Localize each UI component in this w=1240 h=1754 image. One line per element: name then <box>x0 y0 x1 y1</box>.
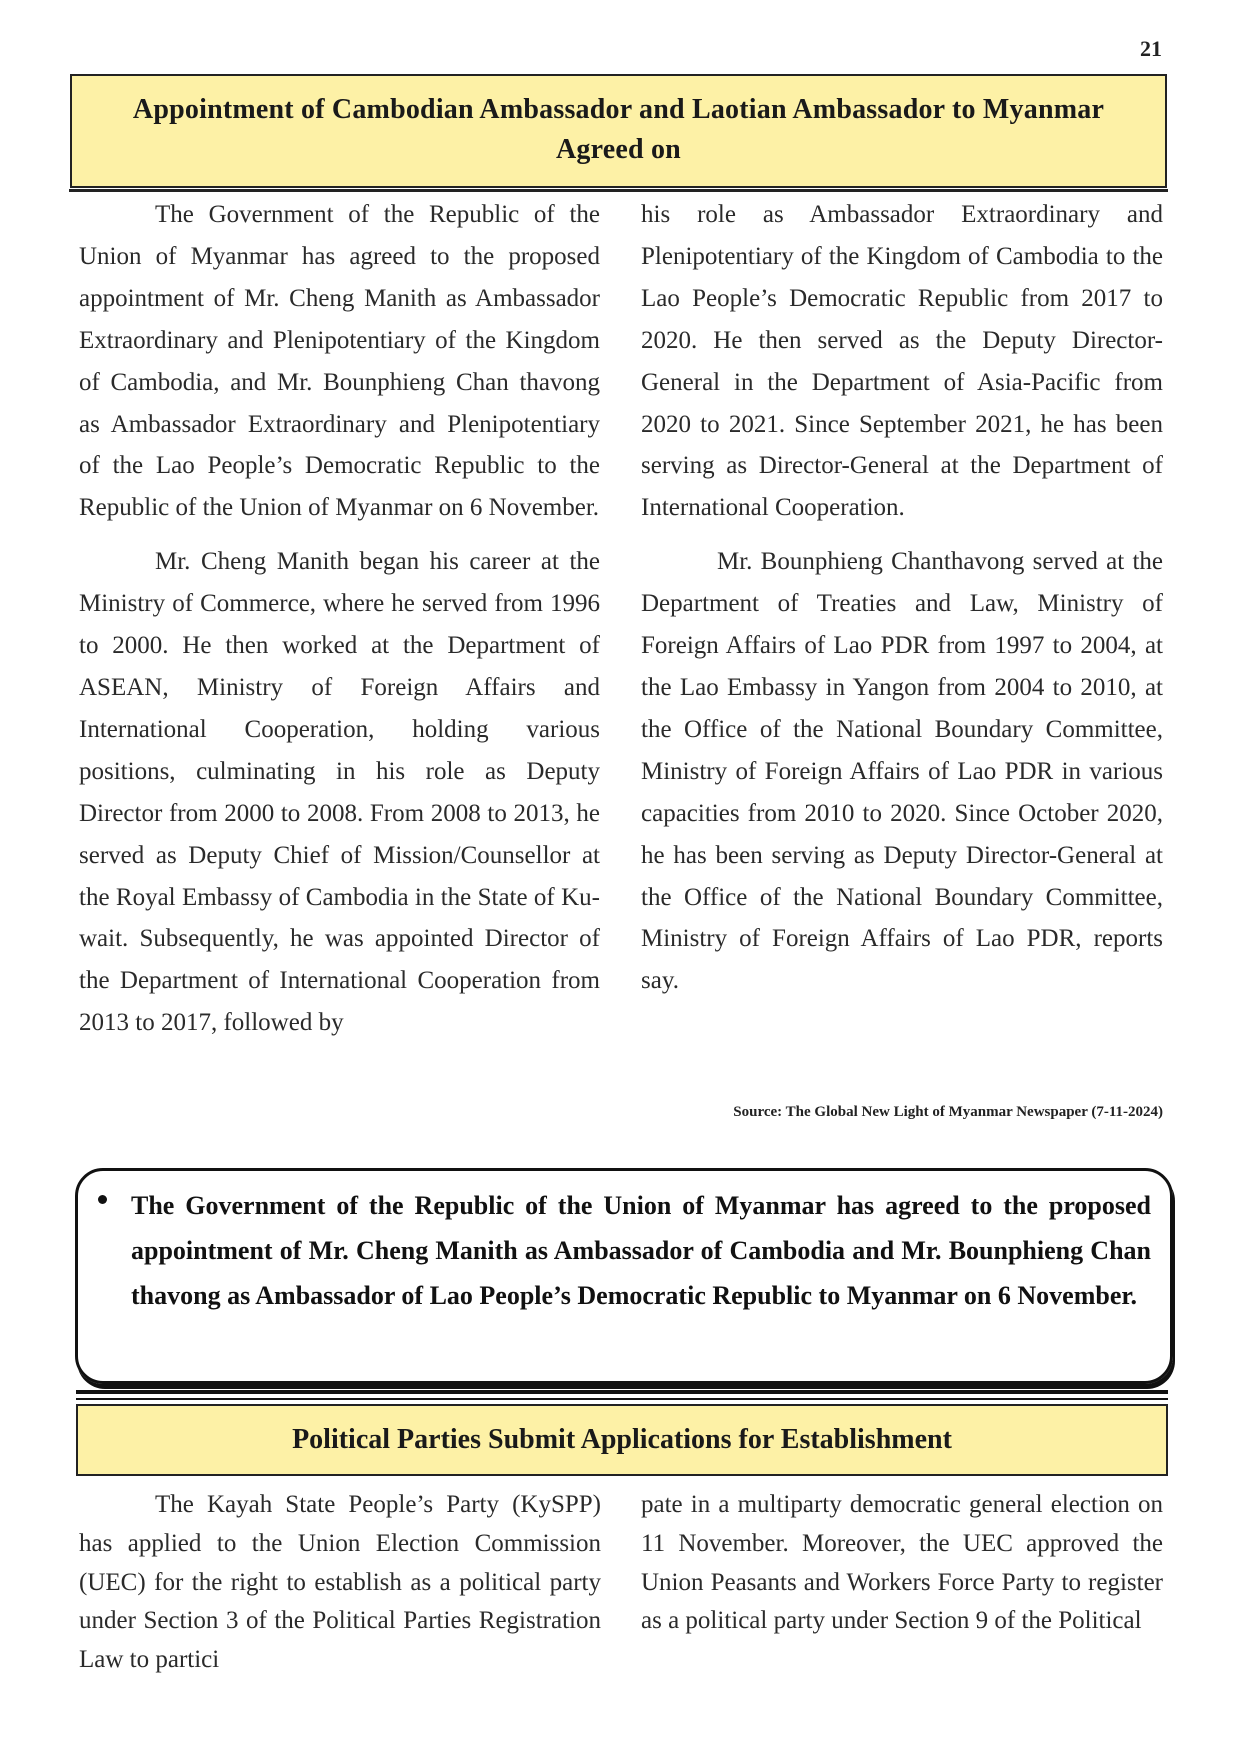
section-divider <box>76 1390 1168 1394</box>
paragraph: pate in a multiparty democratic general election on 11 November. Moreover, the UEC approved the Union Peasants and Workers Force Party to register as a political party under Section 9 of the Political <box>641 1491 1163 1635</box>
paragraph: The Kayah State People’s Party (KySPP) has applied to the Union Election Commission (UEC) for the right to establish as a political party under Section 3 of the Political Parties Registration Law to partici <box>79 1491 601 1674</box>
article-headline-2: Political Parties Submit Applications for Establishment <box>76 1404 1168 1476</box>
article2-right-column <box>641 1486 1163 1641</box>
page-number: 21 <box>1140 36 1162 61</box>
paragraph: Mr. Cheng Manith began his career at the Ministry of Commerce, where he served from 1996 to 2000. He then worked at the Department of ASEAN, Ministry of Foreign Affairs and International Cooperation, holding various positions, culminating in his role as Deputy Director from 2000 to 2008. From 2008 to 2013, he served as Deputy Chief of Mission/Counsellor at the Royal Embassy of Cambodia in the State of Kuwait. Subsequently, he was appointed Director of the Department of International Cooperation from 2013 to 2017, followed by <box>79 548 600 1037</box>
headline-line-2: Agreed on <box>556 134 681 165</box>
article-right-column <box>641 194 1163 1002</box>
paragraph: his role as Ambassador Extraordinary and Plenipotentiary of the Kingdom of Cambodia to the Lao People’s Democratic Republic from 2017 to 2020. He then served as the Deputy Director-General in the Department of Asia-Pacific from 2020 to 2021. Since September 2021, he has been serving as Director-General at the Department of International Cooperation. <box>641 201 1163 522</box>
article-left-column <box>79 194 600 1044</box>
paragraph: The Government of the Republic of the Union of Myanmar has agreed to the proposed appointment of Mr. Cheng Manith as Ambassador Extraordinary and Plenipotentiary of the Kingdom of Cambodia, and Mr. Bounphieng Chan thavong as Ambassador Extraordinary and Plenipotentiary of the Lao People’s Democratic Republic to the Republic of the Union of Myanmar on 6 November. <box>79 201 600 522</box>
summary-box <box>75 1168 1173 1384</box>
source-credit: Source: The Global New Light of Myanmar Newspaper (7-11-2024) <box>733 1104 1163 1120</box>
bullet-icon <box>98 1195 107 1204</box>
headline-line-1: Appointment of Cambodian Ambassador and Laotian Ambassador to Myanmar <box>132 94 1105 125</box>
summary-text: The Government of the Republic of the Union of Myanmar has agreed to the proposed appointment of Mr. Cheng Manith as Ambassador of Cambodia and Mr. Bounphieng Chan thavong as Ambassador of Lao People’s Democratic Republic to Myanmar on 6 November. <box>131 1191 1151 1310</box>
article-headline <box>70 74 1167 188</box>
section-divider-thin <box>76 1398 1168 1400</box>
paragraph: Mr. Bounphieng Chanthavong served at the Department of Treaties and Law, Ministry of Foreign Affairs of Lao PDR from 1997 to 2004, at the Lao Embassy in Yangon from 2004 to 2010, at the Office of the National Boundary Committee, Ministry of Foreign Affairs of Lao PDR in various capacities from 2010 to 2020. Since October 2020, he has been serving as Deputy Director-General at the Office of the National Boundary Committee, Ministry of Foreign Affairs of Lao PDR, reports say. <box>641 548 1163 995</box>
article2-left-column <box>79 1486 601 1680</box>
